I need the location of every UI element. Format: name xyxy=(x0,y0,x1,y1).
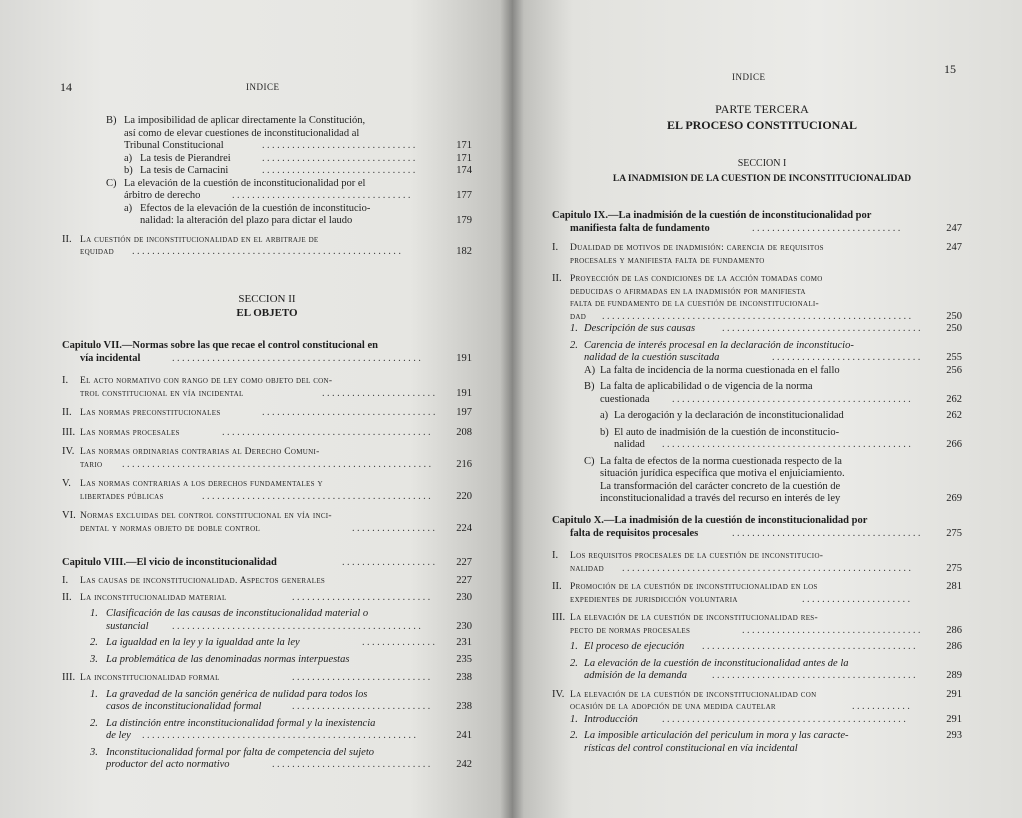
toc-entry: a) La tesis de Pierandrei ............................... 171 xyxy=(124,152,472,164)
toc-entry: dental y normas objeto de doble control ................. 224 xyxy=(80,522,472,534)
toc-entry: b) El auto de inadmisión de la cuestión de inconstitucio- xyxy=(600,426,840,438)
toc-entry: 1. Descripción de sus causas ........................................ 250 xyxy=(570,323,962,334)
chapter10-items xyxy=(552,550,962,755)
section-title: SECCION I xyxy=(737,158,787,169)
toc-entry: trol constitucional en vía incidental ....................... 191 xyxy=(80,387,472,399)
toc-entry: b) La tesis de Carnacini ............................... 174 xyxy=(124,165,472,176)
toc-entry: I. Dualidad de motivos de inadmisión: carencia de requisitos 247 xyxy=(552,242,962,253)
toc-entry: Tribunal Constitucional ............................... 171 xyxy=(124,140,472,151)
toc-entry: II. Las normas preconstitucionales ................................... 197 xyxy=(62,407,472,418)
chapter-heading: Capitulo X.—La inadmisión de la cuestión de inconstitucionalidad por falta de requisitos procesales ...................................... 275 xyxy=(552,515,962,539)
toc-entry: 1. Introducción ................................................. 291 xyxy=(570,713,962,725)
toc-entry: cuestionada ................................................ 262 xyxy=(600,393,962,405)
toc-entry: admisión de la demanda ......................................... 289 xyxy=(584,670,962,681)
toc-entry: tario .............................................................. 216 xyxy=(80,458,472,470)
toc-entry: nalidad de la cuestión suscitada .............................. 255 xyxy=(584,352,962,363)
chapter-heading: Capitulo VII.—Normas sobre las que recae el control constitucional en vía incidental .................................................. 191 xyxy=(62,340,472,364)
toc-entry: dad .............................................................. 250 xyxy=(570,310,962,322)
running-head: INDICE xyxy=(732,72,766,82)
toc-entry: VI. Normas excluidas del control constitucional en vía inci- xyxy=(62,510,332,521)
toc-entry: III. La inconstitucionalidad formal ............................ 238 xyxy=(62,672,472,683)
book-gutter xyxy=(500,0,524,818)
section-title: SECCION II xyxy=(238,293,296,305)
toc-entry: situación jurídica específica que motiva el enjuiciamiento. xyxy=(600,468,845,479)
toc-entry: III. Las normas procesales .......................................... 208 xyxy=(62,426,472,438)
toc-entry: 2. La elevación de la cuestión de inconstitucionalidad antes de la xyxy=(570,657,849,669)
toc-entry: La transformación del carácter concreto de la cuestión de xyxy=(600,480,841,492)
toc-entry: A) La falta de incidencia de la norma cuestionada en el fallo 256 xyxy=(584,364,962,376)
chapter7-items xyxy=(62,375,472,535)
chapter-heading: Capitulo VIII.—El vicio de inconstitucionalidad ................... 227 xyxy=(62,557,472,568)
toc-entry: C) La elevación de la cuestión de inconstitucionalidad por el xyxy=(106,177,366,189)
section-subtitle: EL OBJETO xyxy=(236,307,298,319)
page-number: 14 xyxy=(60,80,72,94)
part-subtitle: EL PROCESO CONSTITUCIONAL xyxy=(666,118,858,132)
toc-entry: IV. La elevación de la cuestión de inconstitucionalidad con 291 xyxy=(552,688,962,700)
toc-entry: árbitro de derecho .................................... 177 xyxy=(124,190,472,201)
toc-entry: procesales y manifiesta falta de fundamento xyxy=(570,255,765,266)
toc-entry: inconstitucionalidad a través del recurso en interés de ley 269 xyxy=(600,493,962,504)
toc-entry: pecto de normas procesales .................................... 286 xyxy=(570,624,962,636)
toc-entry: rísticas del control constitucional en vía incidental xyxy=(584,742,798,754)
toc-entry: 1. Clasificación de las causas de inconstitucionalidad material o xyxy=(90,608,369,619)
toc-entry: IV. Las normas ordinarias contrarias al Derecho Comuni- xyxy=(62,446,320,457)
toc-entry: I. Las causas de inconstitucionalidad. Aspectos generales 227 xyxy=(62,575,472,586)
toc-entry: II. La inconstitucionalidad material ............................ 230 xyxy=(62,591,472,603)
toc-entry: B) La imposibilidad de aplicar directamente la Constitución, xyxy=(106,115,366,126)
right-page xyxy=(512,0,1022,818)
toc-entry: así como de elevar cuestiones de inconstitucionalidad al xyxy=(124,127,360,139)
toc-entry: casos de inconstitucionalidad formal ............................ 238 xyxy=(106,701,472,712)
toc-entry: II. La cuestión de inconstitucionalidad en el arbitraje de xyxy=(62,233,319,245)
toc-entry: B) La falta de aplicabilidad o de vigencia de la norma xyxy=(584,381,813,392)
toc-entry: falta de fundamento de la cuestión de inconstitucionali- xyxy=(570,299,819,309)
section-subtitle: LA INADMISION DE LA CUESTION DE INCONSTITUCIONALIDAD xyxy=(612,174,912,184)
toc-entry: libertades públicas .............................................. 220 xyxy=(80,490,472,502)
toc-entry: II. Proyección de las condiciones de la acción tomadas como xyxy=(552,273,823,284)
toc-entry: II. Promoción de la cuestión de inconstitucionalidad en los 281 xyxy=(552,581,962,592)
running-head: INDICE xyxy=(246,82,280,92)
toc-entry: 3. La problemática de las denominadas normas interpuestas 235 xyxy=(90,653,472,665)
toc-entry: nalidad: la alteración del plazo para dictar el laudo 179 xyxy=(140,215,472,226)
toc-entry: deducidas o afirmadas en la inadmisión por manifiesta xyxy=(570,286,806,297)
part-title: PARTE TERCERA xyxy=(715,102,809,116)
toc-entry: V. Las normas contrarias a los derechos fundamentales y xyxy=(62,478,323,489)
toc-entry: I. El acto normativo con rango de ley como objeto del con- xyxy=(62,375,333,386)
toc-entry: 3. Inconstitucionalidad formal por falta de competencia del sujeto xyxy=(90,746,375,758)
toc-entry: a) Efectos de la elevación de la cuestión de inconstitucio- xyxy=(124,202,371,214)
chapter8-items xyxy=(62,575,472,772)
toc-entry: C) La falta de efectos de la norma cuestionada respecto de la xyxy=(584,455,842,467)
toc-entry: I. Los requisitos procesales de la cuestión de inconstitucio- xyxy=(552,550,824,561)
toc-entry: nalidad .......................................................... 275 xyxy=(570,562,962,574)
toc-entry: 2. La imposible articulación del periculum in mora y las caracte- 293 xyxy=(570,730,962,741)
toc-entry: III. La elevación de la cuestión de inconstitucionalidad res- xyxy=(552,612,818,623)
toc-entry: ocasión de la adopción de una medida cautelar ............ xyxy=(570,701,913,712)
toc-entry: 1. El proceso de ejecución ........................................... 286 xyxy=(570,641,962,652)
toc-entry: equidad ...................................................... 182 xyxy=(80,246,472,257)
toc-entry: nalidad .................................................. 266 xyxy=(614,439,962,450)
chapter-heading: Capitulo IX.—La inadmisión de la cuestión de inconstitucionalidad por manifiesta falta de fundamento .............................. 247 xyxy=(552,210,962,234)
toc-entry: a) La derogación y la declaración de inconstitucionalidad 262 xyxy=(600,410,962,421)
toc-entry: 2. Carencia de interés procesal en la declaración de inconstitucio- xyxy=(570,339,854,351)
toc-entry: de ley ....................................................... 241 xyxy=(106,730,472,741)
page-number: 15 xyxy=(944,62,956,76)
toc-entry: expedientes de jurisdicción voluntaria ...................... xyxy=(570,593,913,605)
toc-top-entries xyxy=(62,115,472,259)
toc-entry: 1. La gravedad de la sanción genérica de nulidad para todos los xyxy=(90,688,368,700)
toc-entry: 2. La distinción entre inconstitucionalidad formal y la inexistencia xyxy=(90,717,376,729)
toc-entry: sustancial .................................................. 230 xyxy=(106,620,472,632)
toc-entry: productor del acto normativo ................................ 242 xyxy=(106,759,472,770)
chapter9-items xyxy=(552,242,962,506)
toc-entry: 2. La igualdad en la ley y la igualdad ante la ley ............... 231 xyxy=(90,637,472,648)
